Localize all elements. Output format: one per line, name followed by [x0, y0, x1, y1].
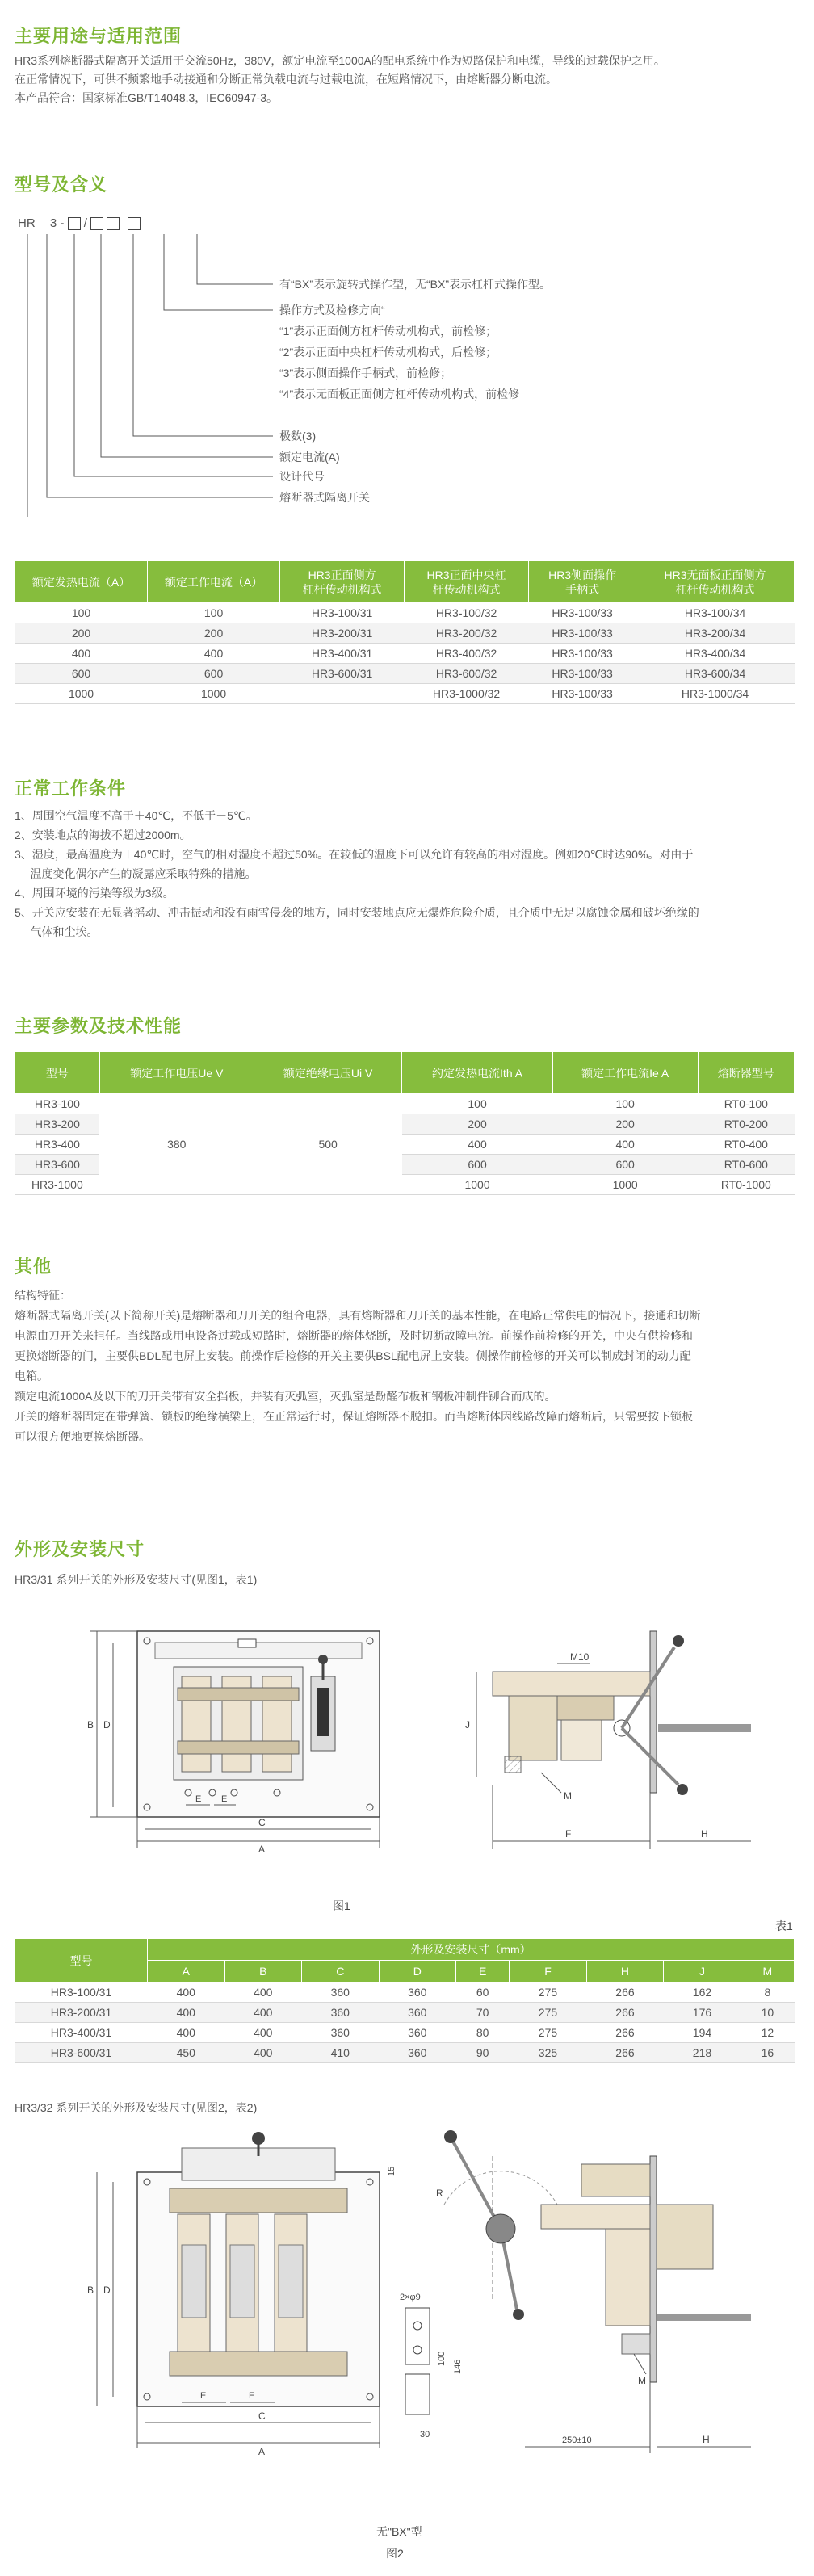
fig2-front-view [137, 2132, 380, 2406]
th-dim: M [741, 1961, 794, 1982]
cell: 1000 [402, 1175, 552, 1195]
cell: HR3-100/33 [529, 664, 636, 684]
cell: 600 [148, 664, 280, 684]
fig2-label-b: B [87, 2284, 94, 2296]
cell: 400 [148, 2003, 225, 2023]
cell: 162 [664, 1982, 741, 2003]
cell: 200 [148, 623, 280, 644]
cell: 400 [552, 1135, 698, 1155]
cell: HR3-200/31 [280, 623, 405, 644]
cell: 80 [456, 2023, 510, 2043]
fig1-label-h: H [701, 1828, 708, 1840]
table-row [15, 1982, 795, 2003]
cell: 400 [148, 1982, 225, 2003]
th-dim: C [302, 1961, 380, 1982]
cell: 600 [552, 1155, 698, 1175]
legend-op-3: “3”表示侧面操作手柄式，前检修； [279, 367, 452, 380]
cell: 360 [379, 2023, 456, 2043]
cell: HR3-600 [15, 1155, 100, 1175]
dimensions-table [15, 1938, 795, 2063]
cell: 16 [741, 2043, 794, 2063]
legend-op-4: “4”表示无面板正面侧方杠杆传动机构式，前检修 [279, 388, 520, 401]
th-type-31: HR3正面侧方 杠杆传动机构式 [280, 561, 405, 603]
cell: 60 [456, 1982, 510, 2003]
cell: HR3-200/31 [15, 2003, 148, 2023]
cell: HR3-600/31 [280, 664, 405, 684]
other-line: 可以很方便地更换熔断器。 [15, 1430, 150, 1443]
cell: 266 [586, 2043, 664, 2063]
condition-item: 3、湿度，最高温度为＋40℃时，空气的相对湿度不超过50%。在较低的温度下可以允许有较高的相对湿度。例如20℃时达90%。对由于 [15, 848, 694, 861]
fig1-label-c: C [258, 1817, 266, 1828]
fig2-label-146: 146 [453, 2359, 463, 2374]
cell: 218 [664, 2043, 741, 2063]
legend-current: 额定电流(A) [279, 451, 340, 464]
th-ui: 额定绝缘电压Ui V [254, 1052, 402, 1094]
legend-op-2: “2”表示正面中央杠杆传动机构式，后检修； [279, 346, 497, 359]
cell: 200 [552, 1114, 698, 1135]
fig2-label-15: 15 [387, 2166, 397, 2176]
code-dash: - [60, 216, 65, 230]
cell: 90 [456, 2043, 510, 2063]
fig1-label-b: B [87, 1719, 94, 1731]
figure-1-drawing [24, 1599, 791, 1890]
cell: 400 [15, 644, 148, 664]
fig1-label-j: J [465, 1719, 470, 1731]
th-type-32: HR3正面中央杠 杆传动机构式 [405, 561, 529, 603]
legend-op-1: “1”表示正面侧方杠杆传动机构式，前检修； [279, 325, 497, 338]
params-table [15, 1051, 795, 1195]
fig1-subtitle: HR3/31 系列开关的外形及安装尺寸(见图1，表1) [15, 1573, 258, 1586]
cell: HR3-400 [15, 1135, 100, 1155]
cell: 360 [302, 2003, 380, 2023]
table-row [15, 684, 795, 704]
cell: HR3-200/34 [636, 623, 795, 644]
cell: 1000 [15, 684, 148, 704]
fig2-label-c: C [258, 2410, 266, 2422]
cell: 275 [510, 1982, 587, 2003]
cell: HR3-400/31 [15, 2023, 148, 2043]
cell: 70 [456, 2003, 510, 2023]
table-row [15, 1094, 795, 1114]
table-row [15, 623, 795, 644]
fig2-side-view [541, 2156, 751, 2382]
fig1-caption: 图1 [333, 1899, 350, 1912]
cell: HR3-100/32 [405, 603, 529, 623]
fig2-label-e2: E [249, 2391, 255, 2401]
cell: 400 [148, 644, 280, 664]
fig2-subtitle: HR3/32 系列开关的外形及安装尺寸(见图2，表2) [15, 2101, 258, 2114]
legend-design: 设计代号 [279, 470, 325, 483]
th-dim: A [148, 1961, 225, 1982]
cell: 200 [15, 623, 148, 644]
cell-ui: 500 [254, 1094, 402, 1195]
cell: HR3-1000/32 [405, 684, 529, 704]
cell: HR3-1000/34 [636, 684, 795, 704]
cell: 200 [402, 1114, 552, 1135]
condition-item: 1、周围空气温度不高于＋40℃，不低于－5℃。 [15, 809, 258, 822]
table1-caption: 表1 [775, 1919, 793, 1932]
fig1-label-f: F [565, 1828, 572, 1840]
cell: RT0-200 [698, 1114, 794, 1135]
other-line: 更换熔断器的门，主要供BDL配电屏上安装。前操作后检修的开关主要供BSL配电屏上安装。侧操作前检修的开关可以制成封闭的动力配 [15, 1349, 691, 1362]
cell: HR3-100/33 [529, 603, 636, 623]
th-dim: B [224, 1961, 302, 1982]
other-line: 电箱。 [15, 1370, 48, 1382]
cell: 600 [15, 664, 148, 684]
condition-item: 4、周围环境的污染等级为3级。 [15, 887, 174, 900]
cell: 266 [586, 2023, 664, 2043]
cell: HR3-100/31 [280, 603, 405, 623]
section-title-usage: 主要用途与适用范围 [15, 26, 183, 46]
cell: 450 [148, 2043, 225, 2063]
table-row [15, 603, 795, 623]
fig1-side-view [493, 1631, 751, 1795]
cell: HR3-100 [15, 1094, 100, 1114]
section-title-conditions: 正常工作条件 [15, 778, 127, 799]
th-dim: J [664, 1961, 741, 1982]
th-heat-current: 额定发热电流（A） [15, 561, 148, 603]
cell: 360 [302, 2023, 380, 2043]
cell: 360 [302, 1982, 380, 2003]
fig1-label-m: M [564, 1790, 572, 1802]
cell: HR3-200/32 [405, 623, 529, 644]
fig2-note: 无"BX"型 [376, 2525, 422, 2538]
cell: HR3-600/31 [15, 2043, 148, 2063]
th-dim: H [586, 1961, 664, 1982]
cell: 360 [379, 1982, 456, 2003]
cell: 360 [379, 2003, 456, 2023]
fig2-label-e1: E [200, 2391, 207, 2401]
other-line: 开关的熔断器固定在带弹簧、锁板的绝缘横梁上，在正常运行时，保证熔断器不脱扣。而当熔断体因线路故障而熔断后，只需要按下锁板 [15, 1410, 693, 1423]
other-line: 结构特征： [15, 1289, 71, 1302]
section-title-model: 型号及含义 [15, 174, 108, 195]
usage-line: HR3系列熔断器式隔离开关适用于交流50Hz，380V，额定电流至1000A的配电系统中作为短路保护和电缆，导线的过载保护之用。 [15, 54, 665, 67]
th-type-33: HR3侧面操作 手柄式 [529, 561, 636, 603]
section-title-other: 其他 [15, 1257, 52, 1277]
legend-bx: 有“BX”表示旋转式操作型，无“BX”表示杠杆式操作型。 [279, 278, 551, 291]
cell: 8 [741, 1982, 794, 2003]
cell: 100 [402, 1094, 552, 1114]
legend-name: 熔断器式隔离开关 [279, 491, 370, 504]
cell: 400 [224, 2003, 302, 2023]
th-dim: E [456, 1961, 510, 1982]
th-ith: 约定发热电流Ith A [402, 1052, 552, 1094]
fig1-front-view [137, 1631, 380, 1817]
cell: 275 [510, 2003, 587, 2023]
cell: 400 [148, 2023, 225, 2043]
fig2-label-100: 100 [437, 2351, 447, 2366]
cell: 400 [224, 2023, 302, 2043]
table-row [15, 644, 795, 664]
cell: HR3-100/33 [529, 684, 636, 704]
cell: 100 [148, 603, 280, 623]
cell: HR3-400/31 [280, 644, 405, 664]
fig2-label-m: M [638, 2375, 646, 2386]
figure-2-drawing [24, 2124, 791, 2503]
cell: 266 [586, 1982, 664, 2003]
fig1-label-d: D [103, 1719, 111, 1731]
fig2-label-holes: 2×φ9 [400, 2293, 421, 2302]
th-ue: 额定工作电压Ue V [99, 1052, 254, 1094]
conditions-list [15, 806, 699, 942]
code-3: 3 [49, 216, 57, 230]
cell: HR3-100/34 [636, 603, 795, 623]
cell: 600 [402, 1155, 552, 1175]
condition-item: 温度变化偶尔产生的凝露应采取特殊的措施。 [15, 867, 257, 880]
cell: RT0-1000 [698, 1175, 794, 1195]
cell: HR3-100/33 [529, 623, 636, 644]
cell: 325 [510, 2043, 587, 2063]
fig2-label-h: H [703, 2434, 710, 2445]
cell: HR3-400/32 [405, 644, 529, 664]
cell: 275 [510, 2023, 587, 2043]
cell: 12 [741, 2023, 794, 2043]
table-row [15, 2023, 795, 2043]
fig2-handle-detail [405, 2130, 557, 2414]
condition-item: 5、开关应安装在无显著摇动、冲击振动和没有雨雪侵袭的地方，同时安装地点应无爆炸危险介质，且介质中无足以腐蚀金属和破坏绝缘的 [15, 906, 699, 919]
cell: 1000 [148, 684, 280, 704]
section-title-params: 主要参数及技术性能 [15, 1016, 183, 1036]
condition-item: 气体和尘埃。 [15, 925, 99, 938]
condition-item: 2、安装地点的海拔不超过2000m。 [15, 829, 191, 841]
other-line: 额定电流1000A及以下的刀开关带有安全挡板，并装有灭弧室，灭弧室是酚醛布板和钢板冲制件铆合而成的。 [15, 1390, 556, 1403]
cell: 400 [224, 1982, 302, 2003]
other-text [15, 1286, 700, 1447]
other-line: 电源由刀开关来担任。当线路或用电设备过载或短路时，熔断器的熔体烧断，及时切断故障电流。前操作前检修的开关，中央有供检修和 [15, 1329, 693, 1342]
cell: 400 [402, 1135, 552, 1155]
cell: 176 [664, 2003, 741, 2023]
fig1-label-e2: E [221, 1794, 228, 1804]
fig2-label-d: D [103, 2284, 111, 2296]
cell: 100 [15, 603, 148, 623]
usage-line: 本产品符合：国家标准GB/T14048.3，IEC60947-3。 [15, 91, 278, 104]
code-slash: / [83, 216, 87, 230]
cell: HR3-100/31 [15, 1982, 148, 2003]
th-type-34: HR3无面板正面侧方 杠杆传动机构式 [636, 561, 795, 603]
legend-op-title: 操作方式及检修方向“ [279, 304, 385, 317]
section-title-dimensions: 外形及安装尺寸 [15, 1539, 145, 1559]
model-code-lines [0, 0, 814, 517]
th-dim: F [510, 1961, 587, 1982]
cell: 410 [302, 2043, 380, 2063]
fig2-label-250: 250±10 [562, 2435, 592, 2445]
fig1-label-m10: M10 [570, 1651, 590, 1663]
cell: HR3-400/34 [636, 644, 795, 664]
cell: 194 [664, 2023, 741, 2043]
th-work-current: 额定工作电流（A） [148, 561, 280, 603]
fig2-caption: 图2 [386, 2547, 404, 2560]
cell: HR3-600/34 [636, 664, 795, 684]
table-row [15, 2003, 795, 2023]
other-line: 熔断器式隔离开关(以下简称开关)是熔断器和刀开关的组合电器，具有熔断器和刀开关的基本性能，在电路正常供电的情况下，接通和切断 [15, 1309, 701, 1322]
code-hr: HR [18, 216, 36, 230]
usage-line: 在正常情况下，可供不频繁地手动接通和分断正常负载电流与过载电流，在短路情况下，由熔断器分断电流。 [15, 73, 557, 86]
cell: HR3-600/32 [405, 664, 529, 684]
th-dim: D [379, 1961, 456, 1982]
fig1-label-e1: E [195, 1794, 202, 1804]
cell-ue: 380 [99, 1094, 254, 1195]
th-fuse: 熔断器型号 [698, 1052, 794, 1094]
legend-poles: 极数(3) [279, 430, 317, 443]
fig2-label-30: 30 [420, 2430, 430, 2440]
cell: HR3-1000 [15, 1175, 100, 1195]
cell: RT0-600 [698, 1155, 794, 1175]
th-ie: 额定工作电流Ie A [552, 1052, 698, 1094]
th-model: 型号 [15, 1052, 100, 1094]
cell: 10 [741, 2003, 794, 2023]
th-model: 型号 [15, 1939, 148, 1982]
model-table [15, 560, 795, 704]
table-row [15, 2043, 795, 2063]
fig1-label-a: A [258, 1844, 266, 1855]
cell: HR3-100/33 [529, 644, 636, 664]
cell: RT0-400 [698, 1135, 794, 1155]
fig2-label-r: R [436, 2188, 443, 2199]
cell: RT0-100 [698, 1094, 794, 1114]
cell: 360 [379, 2043, 456, 2063]
cell: 1000 [552, 1175, 698, 1195]
cell: HR3-200 [15, 1114, 100, 1135]
th-dims-title: 外形及安装尺寸（mm） [148, 1939, 795, 1961]
cell: 400 [224, 2043, 302, 2063]
table-row [15, 664, 795, 684]
cell [280, 684, 405, 704]
fig2-label-a: A [258, 2446, 266, 2457]
cell: 266 [586, 2003, 664, 2023]
cell: 100 [552, 1094, 698, 1114]
